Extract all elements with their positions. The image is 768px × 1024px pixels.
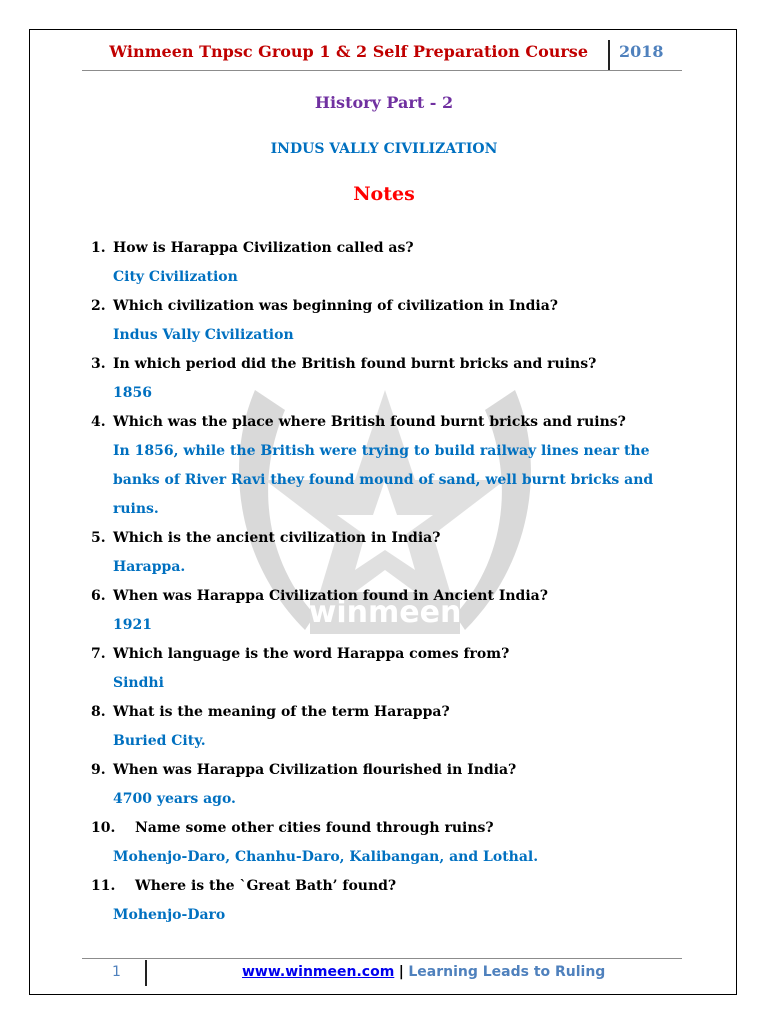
page-number: 1: [112, 964, 121, 980]
question-number: 11.: [91, 878, 116, 894]
question: [91, 350, 711, 379]
question-number: 3.: [91, 356, 106, 372]
answer: Sindhi: [113, 675, 164, 691]
question: [91, 640, 711, 669]
question: [91, 408, 711, 437]
qa-item: [91, 408, 711, 524]
qa-item: [91, 350, 711, 408]
qa-item: [91, 292, 711, 350]
qa-item: [91, 756, 711, 814]
question: [91, 524, 711, 553]
answer: 1921: [113, 617, 152, 633]
answer: Buried City.: [113, 733, 206, 749]
footer-divider: [145, 960, 147, 986]
qa-list: [91, 234, 711, 930]
question: [91, 814, 711, 843]
question-text: Which civilization was beginning of civilization in India?: [113, 298, 558, 314]
question-text: Name some other cities found through ruins?: [135, 820, 494, 836]
question-text: In which period did the British found burnt bricks and ruins?: [113, 356, 597, 372]
question: [91, 872, 711, 901]
question-number: 2.: [91, 298, 106, 314]
footer-separator: |: [398, 964, 404, 980]
watermark-text: winmeen: [308, 595, 462, 630]
question: [91, 756, 711, 785]
question-text: When was Harappa Civilization flourished in India?: [113, 762, 517, 778]
question-text: What is the meaning of the term Harappa?: [113, 704, 450, 720]
question: [91, 582, 711, 611]
answer: Mohenjo-Daro, Chanhu-Daro, Kalibangan, and Lothal.: [113, 849, 539, 865]
header-year: 2018: [619, 42, 664, 61]
question-text: Which was the place where British found burnt bricks and ruins?: [113, 414, 626, 430]
question: [91, 234, 711, 263]
qa-item: [91, 814, 711, 872]
answer: Mohenjo-Daro: [113, 907, 226, 923]
question-text: When was Harappa Civilization found in Ancient India?: [113, 588, 548, 604]
question-number: 10.: [91, 820, 116, 836]
answer: Indus Vally Civilization: [113, 327, 294, 343]
header-rule: [82, 70, 682, 71]
question-number: 4.: [91, 414, 106, 430]
question-text: Which is the ancient civilization in India?: [113, 530, 441, 546]
notes-heading: Notes: [353, 183, 415, 205]
question-text: Where is the `Great Bath’ found?: [135, 878, 397, 894]
question: [91, 292, 711, 321]
qa-item: [91, 698, 711, 756]
answer: In 1856, while the British were trying to build railway lines near the banks of River Ravi they found mound of sand, well burnt bricks and ruins.: [113, 443, 654, 517]
topic-title: INDUS VALLY CIVILIZATION: [270, 141, 498, 157]
footer-line: [242, 964, 605, 980]
answer: City Civilization: [113, 269, 238, 285]
question-number: 9.: [91, 762, 106, 778]
question: [91, 698, 711, 727]
question-number: 5.: [91, 530, 106, 546]
header-title: Winmeen Tnpsc Group 1 & 2 Self Preparation Course: [109, 42, 588, 61]
qa-item: [91, 234, 711, 292]
footer-tagline: Learning Leads to Ruling: [408, 964, 606, 980]
question-number: 6.: [91, 588, 106, 604]
answer: 4700 years ago.: [113, 791, 236, 807]
question-text: How is Harappa Civilization called as?: [113, 240, 414, 256]
page-header: [82, 38, 682, 72]
section-title: History Part - 2: [314, 93, 454, 112]
footer-rule: [82, 958, 682, 959]
website-link[interactable]: www.winmeen.com: [242, 964, 395, 980]
question-number: 1.: [91, 240, 106, 256]
qa-item: [91, 524, 711, 582]
qa-item: [91, 872, 711, 930]
question-number: 7.: [91, 646, 106, 662]
answer: Harappa.: [113, 559, 186, 575]
header-divider: [608, 40, 610, 70]
qa-item: [91, 582, 711, 640]
question-text: Which language is the word Harappa comes from?: [113, 646, 510, 662]
qa-item: [91, 640, 711, 698]
answer: 1856: [113, 385, 152, 401]
question-number: 8.: [91, 704, 106, 720]
page-footer: [82, 958, 682, 988]
